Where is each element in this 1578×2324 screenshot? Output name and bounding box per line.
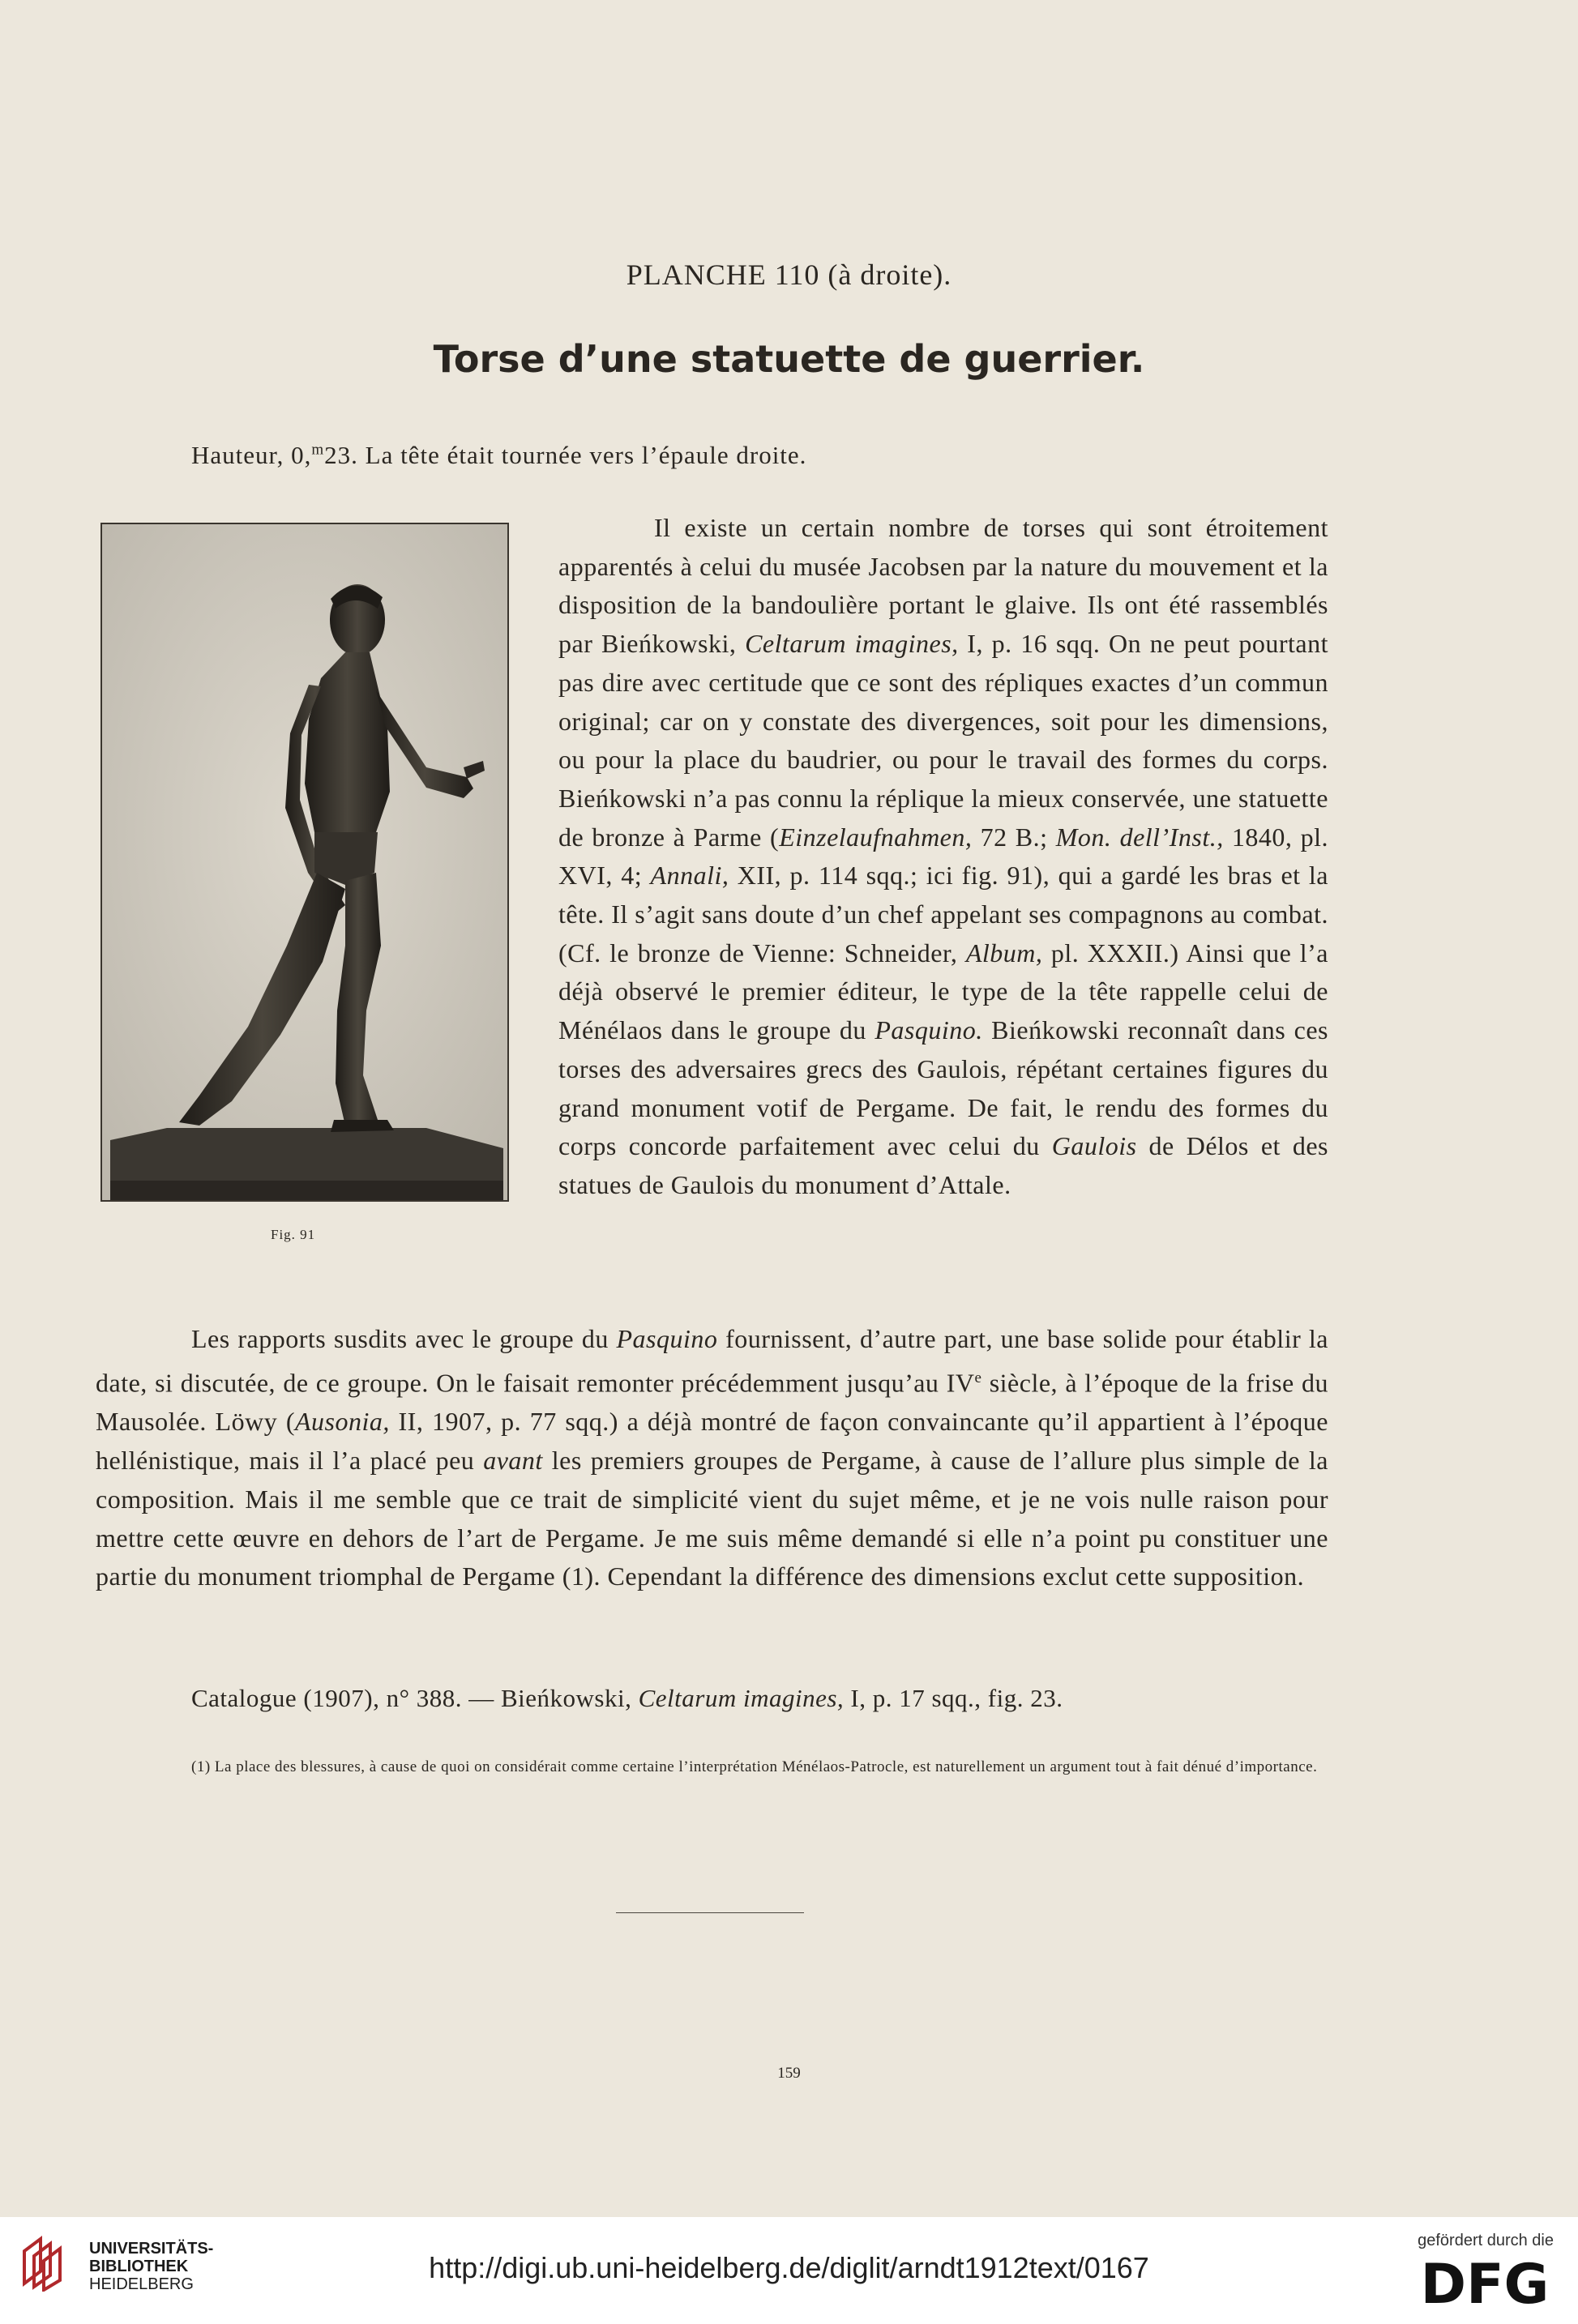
height-suffix: 23. La tête était tournée vers l’épaule droite.	[324, 441, 807, 469]
university-library-name: UNIVERSITÄTS- BIBLIOTHEK HEIDELBERG	[89, 2240, 214, 2293]
page-title: Torse d’une statuette de guerrier.	[433, 337, 1145, 381]
statuette-photo	[100, 523, 509, 1202]
height-note	[191, 441, 806, 470]
paragraph-2: Les rapports susdits avec le groupe du Pasquino fournissent, d’autre part, une base solide pour établir la date, si discutée, de ce groupe. On le faisait remonter précédemment jusqu’au IVe siècle, à l’époque de la frise du Mausolée. Löwy (Ausonia, II, 1907, p. 77 sqq.) a déjà montré de façon convaincante qu’il appartient à l’époque hellénistique, mais il l’a placé peu avant les premiers groupes de Pergame, à cause de l’allure plus simple de la composition. Mais il me semble que ce trait de simplicité vient du sujet même, et je ne vois nulle raison pour mettre cette œuvre en dehors de l’art de Pergame. Je me suis même demandé si elle n’a point pu constituer une partie du monument triomphal de Pergame (1). Cependant la différence des dimensions exclut cette supposition.	[96, 1324, 1329, 1591]
column-paragraph	[558, 509, 1328, 1205]
footnote: (1) La place des blessures, à cause de quoi on considérait comme certaine l’interprétation Ménélaos-Patrocle, est naturellement un argument tout à fait dénué d’importance.	[191, 1758, 1318, 1775]
plate-reference: PLANCHE 110 (à droite).	[626, 258, 952, 291]
height-prefix: Hauteur, 0,	[191, 441, 312, 469]
source-url-link[interactable]: http://digi.ub.uni-heidelberg.de/diglit/arndt1912text/0167	[429, 2251, 1149, 2284]
funding-note: gefördert durch die	[1418, 2232, 1554, 2249]
catalogue-reference: Catalogue (1907), n° 388. — Bieńkowski, Celtarum imagines, I, p. 17 sqq., fig. 23.	[191, 1684, 1063, 1712]
full-width-paragraph	[96, 1320, 1328, 1596]
svg-text:DFG: DFG	[1420, 2253, 1550, 2309]
height-unit: m	[311, 441, 325, 459]
footer-bar	[0, 2217, 1578, 2324]
paragraph-1: Il existe un certain nombre de torses qui sont étroitement apparentés à celui du musée Jacobsen par la nature du mouvement et la disposition de la bandoulière portant le glaive. Ils ont été rassemblés par Bieńkowski, Celtarum imagines, I, p. 16 sqq. On ne peut pourtant pas dire avec certitude que ce sont des répliques exactes d’un commun original; car on y constate des divergences, soit pour les dimensions, ou pour la place du baudrier, ou pour le travail des formes du corps. Bieńkowski n’a pas connu la réplique la mieux conservée, une statuette de bronze à Parme (Einzelaufnahmen, 72 B.; Mon. dell’Inst., 1840, pl. XVI, 4; Annali, XII, p. 114 sqq.; ici fig. 91), qui a gardé les bras et la tête. Il s’agit sans doute d’un chef appelant ses compagnons au combat. (Cf. le bronze de Vienne: Schneider, Album, pl. XXXII.) Ainsi que l’a déjà observé le premier éditeur, le type de la tête rappelle celui de Ménélaos dans le groupe du Pasquino. Bieńkowski reconnaît dans ces torses des adversaires grecs des Gaulois, répétant certaines figures du grand monument votif de Pergame. De fait, le rendu des formes du corps concorde parfaitement avec celui du Gaulois de Délos et des statues de Gaulois du monument d’Attale.	[558, 513, 1329, 1199]
dfg-logo-icon	[1416, 2253, 1554, 2309]
bronze-statuette-image	[102, 524, 507, 1200]
figure-caption: Fig. 91	[271, 1227, 316, 1242]
page-number: 159	[777, 2065, 801, 2082]
divider	[616, 1912, 804, 1913]
